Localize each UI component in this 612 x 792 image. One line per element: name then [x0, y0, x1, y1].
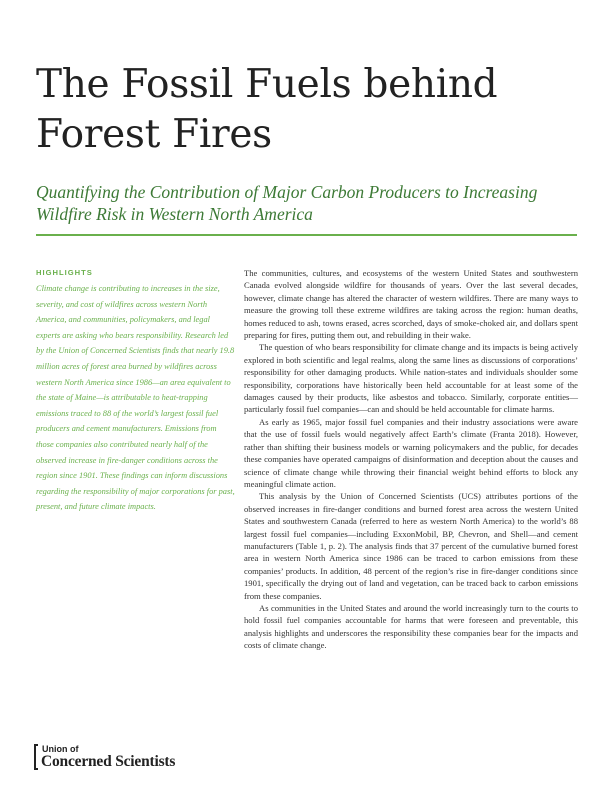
logo-line-1: Union of [42, 744, 79, 754]
ucs-logo [34, 744, 234, 770]
page-subtitle: Quantifying the Contribution of Major Carbon Producers to Increasing Wildfire Risk in Western North America [36, 182, 538, 224]
body-paragraph: As early as 1965, major fossil fuel companies and their industry associations were aware that the use of fossil fuels would negatively affect Earth’s climate (Franta 2018). However, rather than shifting their business models or warning policymakers and the public, for decades these companies have operated campaigns of disinformation and deception about the causes and science of climate change while throwing their financial weight behind efforts to block any meaningful climate action. [244, 416, 578, 489]
body-paragraph: The question of who bears responsibility for climate change and its impacts is being actively explored in both scientific and legal realms, along the same lines as discussions of corporations’ responsibility for other damaging products. While nation-states and individuals shoulder some responsibility, corporations have historically been held accountable for at least some of the damages caused by their products, like asbestos and tobacco. Similarly, corporate entities—particularly fossil fuel companies—can and should be held accountable for climate harms. [244, 342, 578, 415]
highlights-text: Climate change is contributing to increases in the size, severity, and cost of wildfires across western North America, and communities, policymakers, and legal experts are asking who bears responsibility. Research led by the Union of Concerned Scientists finds that nearly 19.8 million acres of forest area burned by wildfires across western North America since 1986—an area equivalent to the state of Maine—is attributable to heat-trapping emissions traced to 88 of the world’s largest fossil fuel producers and cement manufacturers. Emissions from those companies also contributed nearly half of the observed increase in fire-danger conditions across the region since 1901. These findings can inform discussions regarding the responsibility of major corporations for past, present, and future climate impacts. [36, 284, 235, 512]
body-paragraph: The communities, cultures, and ecosystems of the western United States and southwestern Canada evolved alongside wildfire for thousands of years. Over the last several decades, however, climate change has altered the character of western wildfires. There are many ways to measure the growing toll these extreme wildfires are taking across the region: human deaths, homes reduced to ash, towns erased, acres scorched, days of smoke-choked air, and dollars spent preparing for fires, putting them out, and rebuilding in their wake. [244, 268, 578, 341]
page-title: The Fossil Fuels behind Forest Fires [36, 62, 498, 157]
body-paragraph: As communities in the United States and around the world increasingly turn to the courts to hold fossil fuel companies accountable for harms that were foreseen and preventable, this analysis highlights and underscores the responsibility these companies bear for the impacts and costs of climate change. [244, 602, 578, 651]
highlights-heading: HIGHLIGHTS [36, 268, 93, 277]
body-text [244, 267, 578, 652]
logo-line-2: Concerned Scientists [41, 753, 176, 770]
title-divider [36, 234, 577, 236]
logo-bracket-icon [34, 744, 38, 770]
body-paragraph: This analysis by the Union of Concerned Scientists (UCS) attributes portions of the observed increases in fire-danger conditions and burned forest area across the western United States and southwestern Canada (referred to here as western North America) to the world’s 88 largest fossil fuel companies—including ExxonMobil, BP, Chevron, and Shell—and cement manufacturers (Table 1, p. 2). The analysis finds that 37 percent of the cumulative burned forest area in western North America since 1986 can be traced to carbon emissions from these companies’ products. In addition, 48 percent of the region’s rise in fire-danger conditions since 1901, specifically the drying out of land and vegetation, can be traced back to carbon emissions from these companies. [244, 491, 578, 601]
